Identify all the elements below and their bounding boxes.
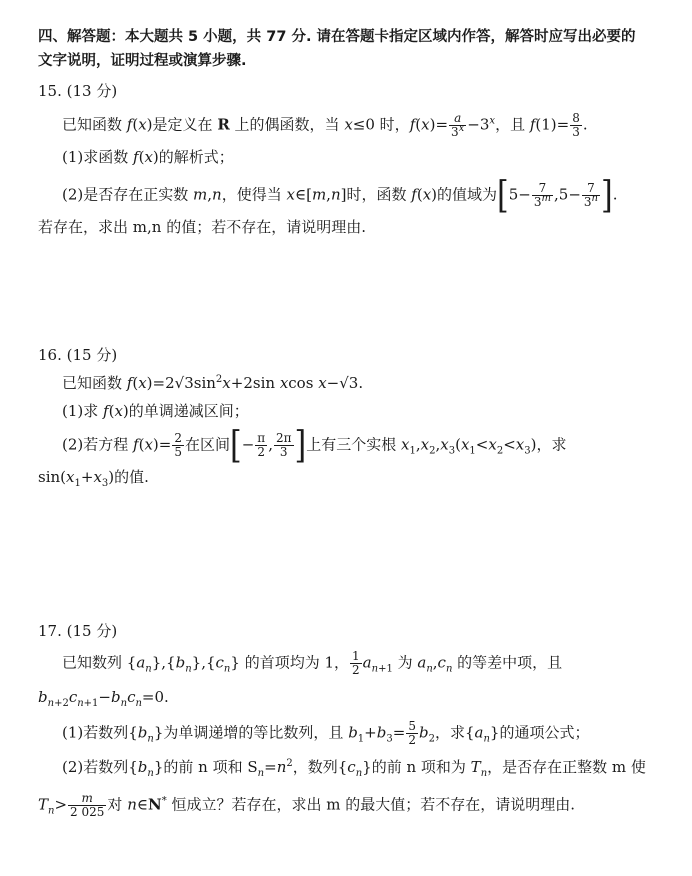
q17-relation: $b_{n+2}c_{n+1}-b_nc_n=0$.	[38, 688, 169, 709]
q17-part2: (2)若数列$\{b_n\}$的前 n 项和 $S_n=n^2$，数列$\{c_n\}$的前 n 项和为 $T_n$，是否存在正整数 m 使	[62, 758, 646, 779]
q15-stem: 已知函数 f(x)是定义在 R 上的偶函数，当 x≤0 时，f(x)= $\frac{a}{3^x}$ $-3^x$，且 f(1)= $\frac{8}{3}$ .	[62, 111, 588, 139]
q15-part1: (1)求函数 f(x)的解析式；	[62, 148, 234, 166]
q17-part1: (1)若数列$\{b_n\}$为单调递增的等比数列，且 $b_1+b_3=$ $\frac{5}{2}$ $b_2$，求$\{a_n\}$的通项公式；	[62, 719, 590, 747]
q16-part1: (1)求 f(x)的单调递减区间；	[62, 402, 249, 420]
frac-a-over-3x: $\frac{a}{3^x}$	[451, 111, 465, 139]
q16-part2: (2)若方程 f(x)= $\frac{2}{5}$ 在区间[− $\frac{\pi}{2}$ , $\frac{2\pi}{3}$ ]上有三个实根 $x_1,x_2,x_3(x_1<x_2<x_3)$，求	[62, 423, 567, 467]
section-title: 四、解答题：本大题共 5 小题，共 77 分. 请在答题卡指定区域内作答，解答时应写出必要的	[38, 29, 636, 45]
q16-header: 16. (15 分)	[38, 346, 118, 364]
q15-last: 若存在，求出 m,n 的值；若不存在，请说明理由.	[38, 218, 366, 236]
frac-8-over-3: $\frac{8}{3}$	[572, 111, 580, 139]
q17-stem: 已知数列 $\{a_n\},\{b_n\},\{c_n\}$ 的首项均为 1， $\frac{1}{2}$ $a_{n+1}$ 为 $a_n,c_n$ 的等差中项，且	[62, 649, 563, 677]
q16-last: $\sin(x_1+x_3)$的值.	[38, 468, 149, 489]
q15-header: 15. (13 分)	[38, 82, 118, 100]
section-title-cont: 文字说明，证明过程或演算步骤.	[38, 53, 247, 69]
q16-stem: 已知函数 $f(x)=2√3\sin^2x+2\sin$ xcos x−√3.	[62, 374, 364, 392]
q17-header: 17. (15 分)	[38, 622, 118, 640]
q15-part2: (2)是否存在正实数 m,n，使得当 x∈[m,n]时，函数 f(x)的值域为[5− $\frac{7}{3^m}$ ,5− $\frac{7}{3^n}$ ].	[62, 173, 618, 217]
q17-part2-cont: $T_n>$ $\frac{m}{2 025}$ 对 n∈N* 恒成立？若存在，求出 m 的最大值；若不存在，请说明理由.	[38, 791, 575, 819]
